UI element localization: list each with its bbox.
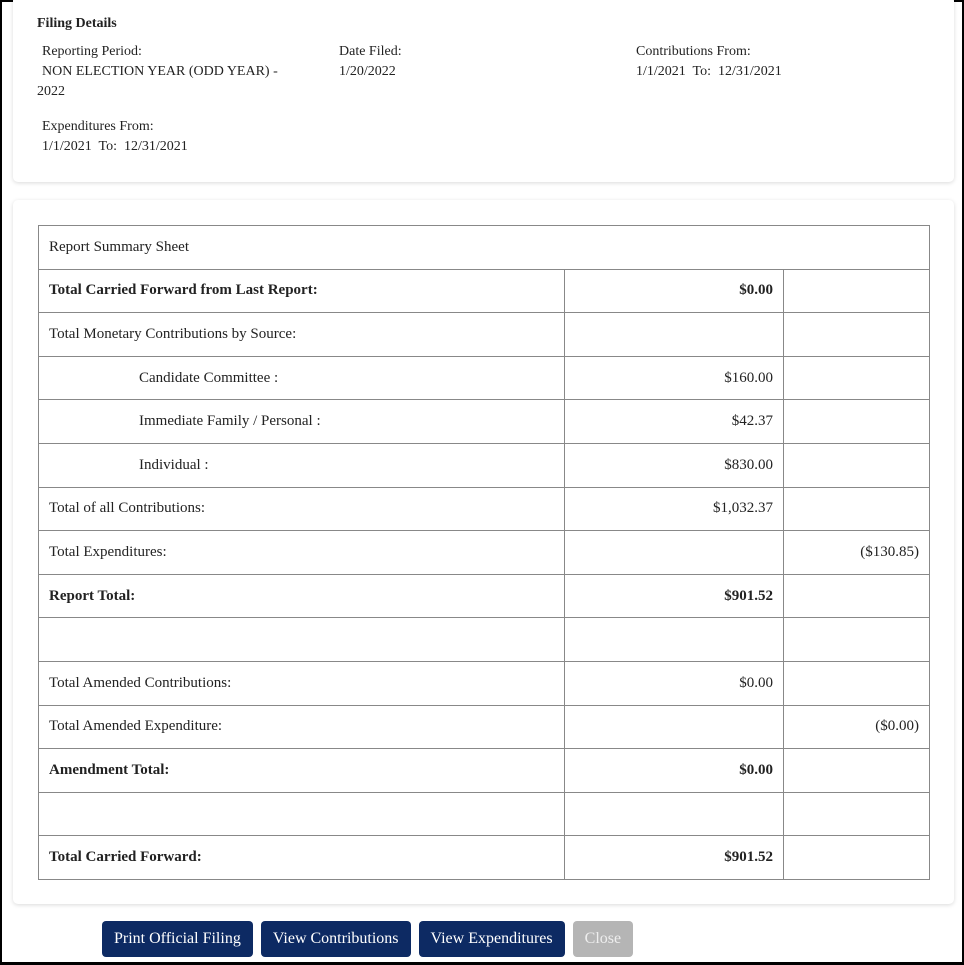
expenditures-from-value: 1/1/2021 To: 12/31/2021 (42, 139, 188, 154)
table-row (39, 531, 930, 575)
table-row (39, 792, 930, 836)
expenditures-from (42, 117, 188, 157)
table-row (39, 356, 930, 400)
row-amount: $160.00 (565, 356, 784, 400)
row-amount: $901.52 (565, 836, 784, 880)
row-expenditure: ($130.85) (784, 531, 930, 575)
row-expenditure (784, 836, 930, 880)
row-label: Immediate Family / Personal : (39, 400, 565, 444)
filing-details-card (13, 0, 954, 182)
table-row (39, 443, 930, 487)
row-label: Total Carried Forward from Last Report: (39, 269, 565, 313)
table-row (39, 574, 930, 618)
row-expenditure (784, 400, 930, 444)
contributions-from-label: Contributions From: (636, 44, 751, 59)
report-summary-card (13, 200, 954, 904)
row-label: Amendment Total: (39, 749, 565, 793)
action-buttons (102, 921, 633, 957)
row-label: Candidate Committee : (39, 356, 565, 400)
date-filed-label: Date Filed: (339, 44, 402, 59)
table-row (39, 618, 930, 662)
row-label: Individual : (39, 443, 565, 487)
row-label: Total Amended Contributions: (39, 661, 565, 705)
close-button[interactable]: Close (573, 921, 633, 957)
view-expenditures-button[interactable]: View Expenditures (419, 921, 565, 957)
row-expenditure: ($0.00) (784, 705, 930, 749)
table-row (39, 313, 930, 357)
row-amount: $1,032.37 (565, 487, 784, 531)
reporting-period-value: NON ELECTION YEAR (ODD YEAR) - (42, 64, 278, 79)
reporting-period (37, 42, 278, 102)
table-row (39, 661, 930, 705)
row-expenditure (784, 313, 930, 357)
row-label: Total Amended Expenditure: (39, 705, 565, 749)
row-expenditure (784, 574, 930, 618)
table-row (39, 836, 930, 880)
table-row (39, 400, 930, 444)
summary-heading: Report Summary Sheet (39, 226, 930, 270)
row-label: Total Monetary Contributions by Source: (39, 313, 565, 357)
contributions-from-value: 1/1/2021 To: 12/31/2021 (636, 64, 782, 79)
row-amount: $0.00 (565, 661, 784, 705)
row-amount: $830.00 (565, 443, 784, 487)
table-row (39, 705, 930, 749)
row-expenditure (784, 487, 930, 531)
row-expenditure (784, 618, 930, 662)
reporting-period-label: Reporting Period: (42, 44, 142, 59)
row-amount (565, 792, 784, 836)
reporting-period-value-year: 2022 (37, 84, 65, 99)
row-label (39, 618, 565, 662)
row-amount: $0.00 (565, 749, 784, 793)
row-label: Total Carried Forward: (39, 836, 565, 880)
filing-details-title: Filing Details (37, 16, 117, 31)
print-official-filing-button[interactable]: Print Official Filing (102, 921, 253, 957)
row-expenditure (784, 792, 930, 836)
row-label: Total of all Contributions: (39, 487, 565, 531)
row-label (39, 792, 565, 836)
expenditures-from-label: Expenditures From: (42, 119, 154, 134)
date-filed (339, 42, 402, 82)
row-expenditure (784, 661, 930, 705)
report-summary-table (38, 225, 930, 880)
row-amount (565, 531, 784, 575)
row-amount: $0.00 (565, 269, 784, 313)
row-amount (565, 705, 784, 749)
row-expenditure (784, 443, 930, 487)
row-amount (565, 313, 784, 357)
table-row (39, 749, 930, 793)
date-filed-value: 1/20/2022 (339, 64, 396, 79)
row-expenditure (784, 749, 930, 793)
table-row (39, 487, 930, 531)
row-amount: $42.37 (565, 400, 784, 444)
contributions-from (636, 42, 782, 82)
row-amount (565, 618, 784, 662)
table-header-row (39, 226, 930, 270)
row-label: Report Total: (39, 574, 565, 618)
row-expenditure (784, 356, 930, 400)
view-contributions-button[interactable]: View Contributions (261, 921, 411, 957)
table-row (39, 269, 930, 313)
row-label: Total Expenditures: (39, 531, 565, 575)
row-expenditure (784, 269, 930, 313)
row-amount: $901.52 (565, 574, 784, 618)
